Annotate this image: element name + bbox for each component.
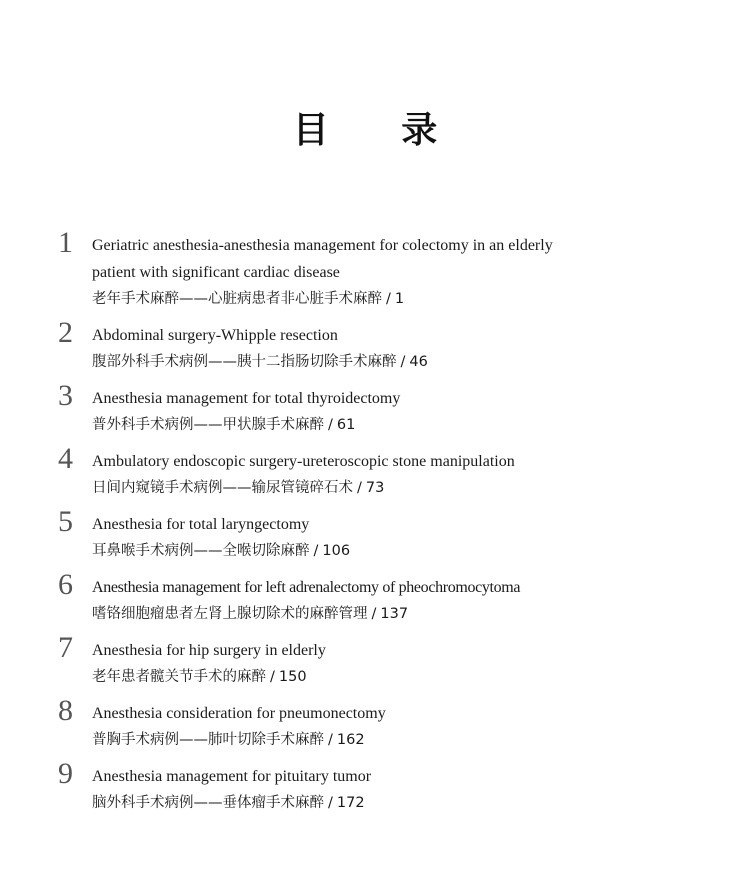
page-number: 61	[336, 417, 356, 433]
chapter-title-english: Anesthesia management for total thyroidectomy	[92, 390, 401, 407]
page-number: 1	[394, 291, 405, 307]
chapter-title-english: Anesthesia for total laryngectomy	[92, 516, 310, 533]
toc-entry-7[interactable]	[58, 631, 658, 691]
chapter-chinese-text: 日间内窥镜手术病例——输尿管镜碎石术	[92, 480, 353, 496]
toc-entry-5[interactable]	[58, 505, 658, 565]
page-number: 137	[380, 606, 409, 622]
chapter-number: 1	[58, 226, 73, 259]
chapter-number: 5	[58, 505, 73, 538]
chapter-title-english: Anesthesia management for left adrenalectomy of pheochromocytoma	[92, 579, 521, 596]
toc-entry-8[interactable]	[58, 694, 658, 754]
toc-entry-3[interactable]	[58, 379, 658, 439]
chapter-number: 6	[58, 568, 73, 601]
toc-entry-2[interactable]	[58, 316, 658, 376]
page-number: 106	[322, 543, 351, 559]
chapter-number: 4	[58, 442, 73, 475]
page-number: 46	[409, 354, 428, 370]
chapter-title-chinese: 老年患者髋关节手术的麻醉 / 150	[92, 669, 307, 685]
chapter-title-english: Geriatric anesthesia-anesthesia management for colectomy in an elderly	[92, 237, 553, 254]
chapter-title-chinese: 腹部外科手术病例——胰十二指肠切除手术麻醉 / 46	[92, 354, 428, 370]
chapter-title-chinese: 脑外科手术病例——垂体瘤手术麻醉 / 172	[92, 795, 365, 811]
toc-list	[58, 226, 658, 817]
chapter-chinese-text: 老年患者髋关节手术的麻醉	[92, 669, 266, 685]
chapter-title-chinese: 嗜铬细胞瘤患者左肾上腺切除术的麻醉管理 / 137	[92, 606, 409, 622]
page-number: 73	[365, 480, 385, 496]
chapter-chinese-text: 老年手术麻醉——心脏病患者非心脏手术麻醉	[92, 291, 382, 307]
chapter-title-chinese: 普胸手术病例——肺叶切除手术麻醉 / 162	[92, 732, 365, 748]
chapter-title-english: Anesthesia for hip surgery in elderly	[92, 642, 326, 659]
chapter-chinese-text: 普胸手术病例——肺叶切除手术麻醉	[92, 732, 324, 748]
chapter-title-english: Anesthesia consideration for pneumonectomy	[92, 705, 386, 722]
toc-entry-1[interactable]	[58, 226, 658, 313]
chapter-number: 3	[58, 379, 73, 412]
page-number: 150	[278, 669, 307, 685]
toc-entry-4[interactable]	[58, 442, 658, 502]
chapter-chinese-text: 嗜铬细胞瘤患者左肾上腺切除术的麻醉管理	[92, 606, 368, 622]
chapter-title-chinese: 普外科手术病例——甲状腺手术麻醉 / 61	[92, 417, 356, 433]
chapter-title-english: Ambulatory endoscopic surgery-ureteroscopic stone manipulation	[92, 453, 515, 470]
toc-entry-6[interactable]	[58, 568, 658, 628]
chapter-title-english: Abdominal surgery-Whipple resection	[92, 327, 338, 344]
chapter-chinese-text: 耳鼻喉手术病例——全喉切除麻醉	[92, 543, 310, 559]
chapter-title-chinese: 耳鼻喉手术病例——全喉切除麻醉 / 106	[92, 543, 351, 559]
chapter-title-english-cont: patient with significant cardiac disease	[92, 264, 340, 281]
chapter-chinese-text: 脑外科手术病例——垂体瘤手术麻醉	[92, 795, 324, 811]
chapter-number: 8	[58, 694, 73, 727]
chapter-title-english: Anesthesia management for pituitary tumor	[92, 768, 372, 785]
chapter-title-chinese: 日间内窥镜手术病例——输尿管镜碎石术 / 73	[92, 480, 385, 496]
chapter-number: 2	[58, 316, 73, 349]
chapter-chinese-text: 腹部外科手术病例——胰十二指肠切除手术麻醉	[92, 354, 397, 370]
chapter-number: 7	[58, 631, 73, 664]
page-number: 172	[336, 795, 365, 811]
chapter-number: 9	[58, 757, 73, 790]
page-number: 162	[336, 732, 365, 748]
page-title: 目 录	[292, 109, 468, 151]
chapter-title-chinese: 老年手术麻醉——心脏病患者非心脏手术麻醉 / 1	[92, 291, 405, 307]
toc-entry-9[interactable]	[58, 757, 658, 817]
chapter-chinese-text: 普外科手术病例——甲状腺手术麻醉	[92, 417, 324, 433]
